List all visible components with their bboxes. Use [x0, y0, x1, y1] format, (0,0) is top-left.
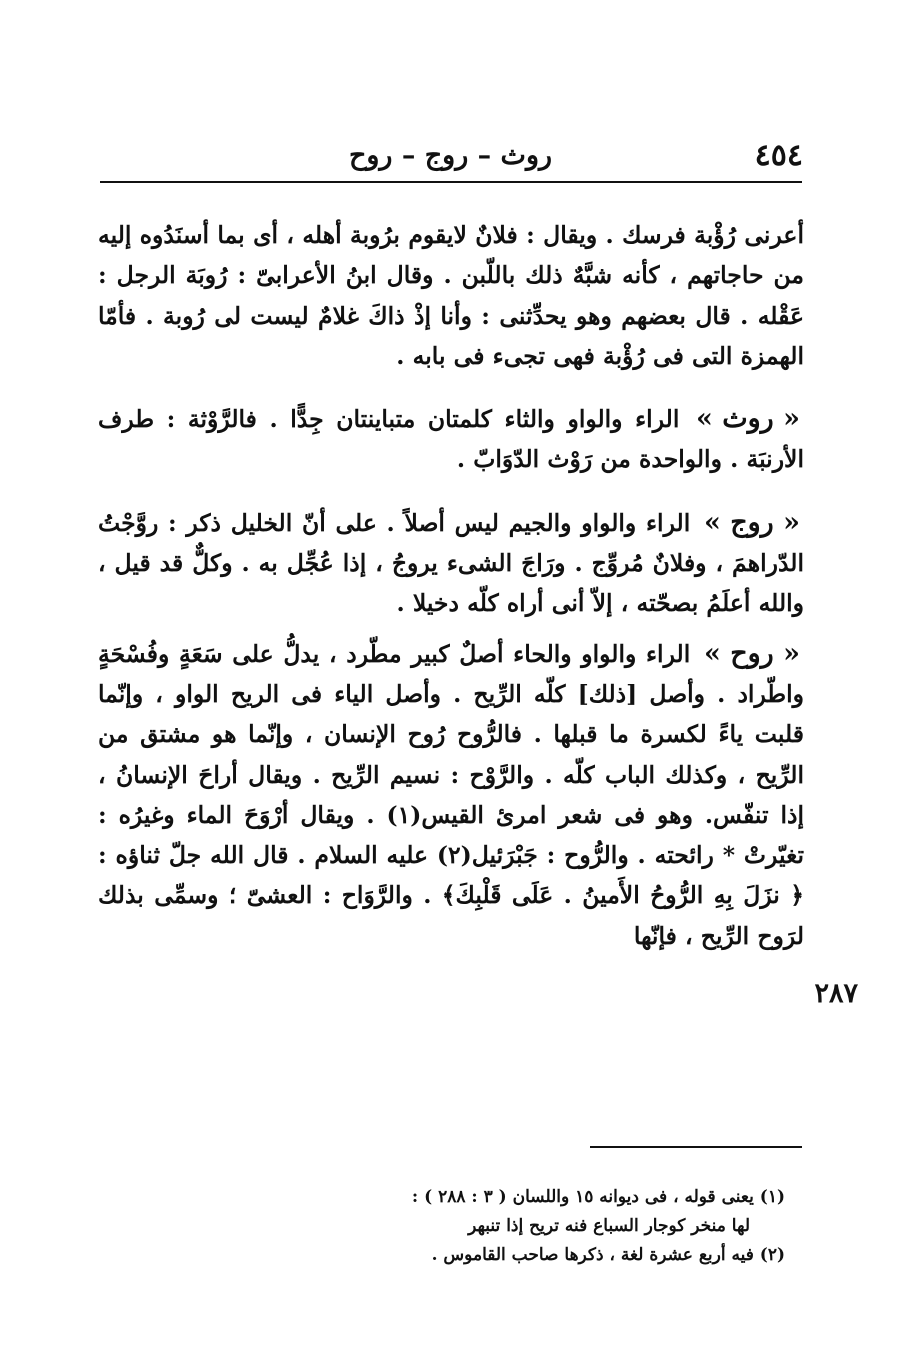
footnote-verse: لها منخر كوجار السباع فنه تريح إذا تنبهر: [468, 1216, 750, 1236]
lemma-rawth: « روث »: [695, 403, 800, 435]
header-rule: [100, 181, 802, 183]
footnote-2: (٢) فيه أربع عشرة لغة ، ذكرها صاحب القاموس .: [431, 1245, 785, 1265]
lemma-rawj: « روج »: [703, 506, 800, 538]
running-title: روث – روج – روح: [348, 140, 553, 171]
entry-rawth-text: الراء والواو والثاء كلمتان متباينتان جِدًّا . فالرَّوْثة : طرف الأرنبَة . والواحدة من رَوْث الدّوَابّ .: [98, 405, 804, 474]
paragraph-ruba: أعرنى رُؤْبة فرسك . ويقال : فلانٌ لايقوم برُوبة أهله ، أى بما أسنَدُوه إليه من حاجاتهم ، كأنه شبَّهٌ ذلك باللّبن . وقال ابنُ الأعرابىّ : رُوبَة الرجل : عَقْله . قال بعضهم وهو يحدِّثنى : وأنا إذْ ذاكَ غلامٌ ليست لى رُوبة . فأمّا الهمزة التى فى رُؤْبة فهى تجىء فى بابه .: [98, 221, 804, 370]
main-text: [98, 215, 804, 956]
footnote-rule: [590, 1146, 802, 1148]
lemma-rawh: « روح »: [703, 637, 800, 669]
entry-rawj-text: الراء والواو والجيم ليس أصلاً . على أنّ الخليل ذكر : روَّجْتُ الدّراهمَ ، وفلانٌ مُروِّج . ورَاجَ الشىء يروجُ ، إذا عُجِّل به . وكلٌّ قد قيل ، والله أعلَمُ بصحّته ، إلاّ أنى أراه كلّه دخيلا .: [98, 508, 804, 618]
entry-rawth: [98, 399, 804, 480]
page-number: ٤٥٤: [754, 138, 803, 173]
footnote-1: (١) يعنى قوله ، فى ديوانه ١٥ واللسان ( ٣ : ٢٨٨ ) :: [411, 1187, 785, 1207]
entry-rawh: [98, 634, 804, 956]
footnotes: [240, 1183, 785, 1270]
entry-rawh-text: الراء والواو والحاء أصلٌ كبير مطّرد ، يدلُّ على سَعَةٍ وفُسْحَةٍ واطّراد . وأصل [ذلك] كلّه الرِّيح . وأصل الياء فى الريح الواو ، وإنّما قلبت ياءً لكسرة ما قبلها . فالرُّوح رُوح الإنسان ، وإنّما هو مشتق من الرِّيح ، وكذلك الباب كلّه . والرَّوْح : نسيم الرِّيح . ويقال أراحَ الإنسانُ ، إذا تنفّس. وهو فى شعر امرئ القيس(١) . ويقال أرْوَحَ الماء وغيرُه : تغيّرتْ * رائحته . والرُّوح : جَبْرَئيل(٢) عليه السلام . قال الله جلّ ثناؤه : ﴿ نزَلَ بِهِ الرُّوحُ الأَمينُ . عَلَى قَلْبِكَ﴾ . والرَّوَاح : العشىّ ؛ وسمِّى بذلك لرَوح الرِّيح ، فإنّها: [98, 639, 804, 950]
entry-rawj: [98, 503, 804, 624]
margin-number: ٢٨٧: [814, 978, 858, 1009]
page-header: [98, 138, 803, 178]
